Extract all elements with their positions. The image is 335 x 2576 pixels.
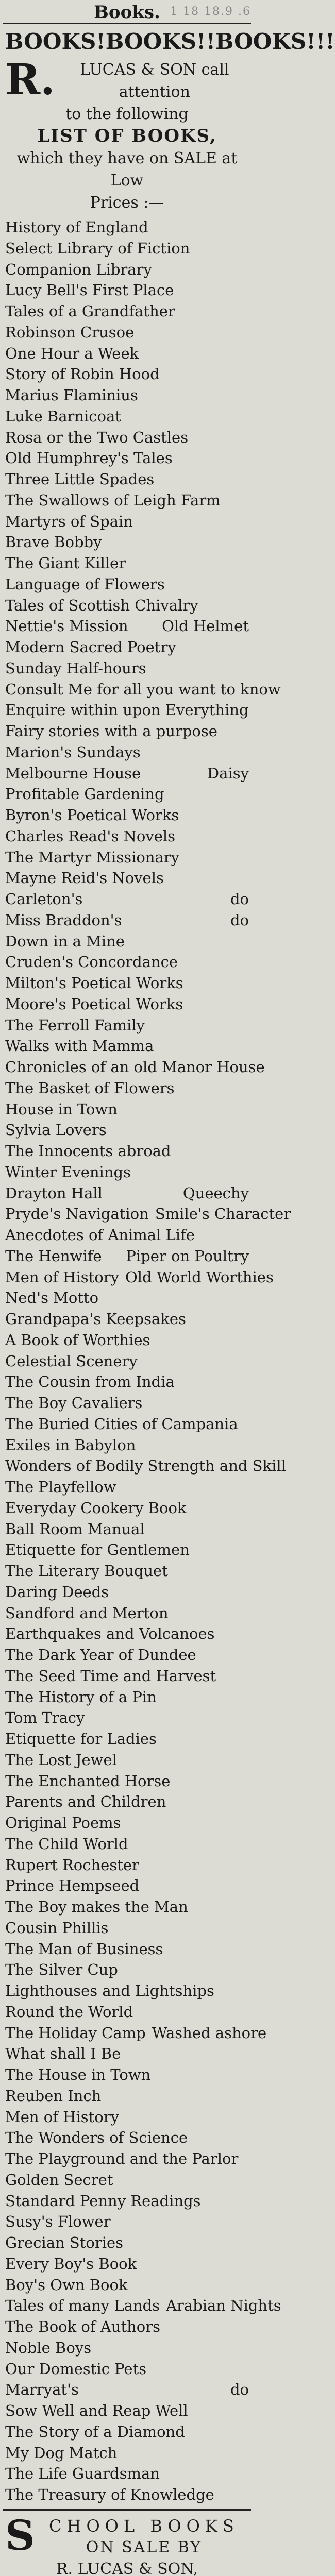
list-item [5,1246,249,1267]
list-item [5,2421,249,2443]
book-title: Language of Flowers [5,575,165,593]
list-item [5,2295,281,2316]
list-item [5,490,249,511]
book-title: Anecdotes of Animal Life [5,1226,195,1244]
list-item [5,1078,249,1099]
list-item [5,700,249,721]
list-item [5,1959,249,1980]
list-item [5,1309,249,1330]
book-title: Sunday Half-hours [5,659,146,677]
book-title: Celestial Scenery [5,1352,138,1370]
list-item [5,1834,249,1855]
list-item [5,1204,291,1225]
book-title: Original Poems [5,1814,121,1832]
book-title: Story of Robin Hood [5,365,160,383]
school-line-1: CHOOL BOOKS [49,2516,239,2536]
list-item [5,2086,249,2107]
book-title: The Martyr Missionary [5,848,180,866]
book-title: The Wonders of Science [5,2129,188,2147]
list-item [5,1645,249,1666]
book-title: Parents and Children [5,1793,166,1811]
book-title: Walks with Mamma [5,1037,154,1055]
banner-mid: BOOKS!! [105,28,215,54]
book-title: Pryde's Navigation [5,1205,149,1223]
book-title: Etiquette for Gentlemen [5,1541,190,1559]
list-item [5,1162,249,1183]
book-title: The Life Guardsman [5,2465,160,2483]
list-item [5,1414,249,1435]
book-title: Every Boy's Book [5,2255,137,2273]
list-item [5,1771,249,1792]
book-title-secondary: do [230,911,249,929]
book-title: Byron's Poetical Works [5,806,179,824]
book-title: Everyday Cookery Book [5,1499,187,1517]
book-title: The Boy Cavaliers [5,1394,143,1412]
book-title: The Book of Authors [5,2318,160,2335]
book-title: The Innocents abroad [5,1142,171,1160]
book-title: Enquire within upon Everything [5,701,249,719]
list-item [5,2337,249,2359]
book-title: The Henwife [5,1247,102,1265]
list-item [5,553,249,574]
school-books-ad [0,2511,254,2576]
list-item [5,2463,249,2484]
banner-left: BOOKS! [5,28,106,54]
list-item [5,1603,249,1624]
list-item [5,1183,249,1204]
book-title-secondary: Queechy [182,1184,249,1202]
list-item [5,1435,249,1456]
list-item [5,574,249,595]
book-title: Daring Deeds [5,1583,109,1601]
intro-paragraph [0,57,254,214]
list-item [5,259,249,280]
list-item [5,1687,249,1708]
list-item [5,2316,249,2337]
list-item [5,2043,249,2064]
book-title: The Ferroll Family [5,1016,145,1034]
list-item [5,1666,249,1687]
book-title: The Story of a Diamond [5,2422,185,2441]
book-title: What shall I Be [5,2045,121,2063]
book-title: Ned's Motto [5,1289,99,1307]
list-item [5,2443,249,2464]
list-item [5,2400,249,2421]
book-title-secondary: do [230,2381,249,2399]
list-item [5,385,249,406]
book-title: One Hour a Week [5,344,139,362]
book-title: The History of a Pin [5,1688,157,1706]
book-title: Lighthouses and Lightships [5,1982,214,1999]
list-item [5,301,249,322]
list-item [5,1519,249,1540]
list-item [5,1036,249,1057]
list-item [5,1728,249,1750]
book-title: Miss Braddon's [5,911,122,929]
list-item [5,658,249,679]
list-item [5,679,281,700]
book-title-secondary: Washed ashore [152,2024,267,2042]
book-title: Wonders of Bodily Strength and Skill [5,1457,286,1475]
list-item [5,1561,249,1582]
list-item [5,1896,249,1918]
list-item [5,931,249,952]
book-title: The Lost Jewel [5,1751,117,1769]
book-title: Tom Tracy [5,1709,85,1727]
list-item [5,1351,249,1372]
list-item [5,2148,249,2170]
list-item [5,952,249,973]
school-dropcap: S [5,2511,35,2560]
list-item [5,994,249,1015]
books-banner [0,24,335,57]
book-title: Marryat's [5,2381,79,2399]
book-title: Etiquette for Ladies [5,1730,157,1748]
list-item [5,2107,249,2128]
book-title-secondary: Daisy [207,764,249,782]
book-title: Select Library of Fiction [5,239,190,257]
list-item [5,1267,274,1288]
book-title: Prince Hempseed [5,1877,140,1895]
book-title: Carleton's [5,890,83,908]
list-item [5,343,249,364]
book-title: Moore's Poetical Works [5,995,183,1013]
list-item [5,364,249,385]
list-item [5,1099,249,1120]
book-title: House in Town [5,1100,118,1118]
book-title: Nettie's Mission [5,617,128,635]
list-item [5,1141,249,1162]
list-item [5,2191,249,2212]
list-item [5,1015,249,1036]
book-title: Companion Library [5,260,152,278]
list-item [5,805,249,826]
list-item [5,1750,249,1771]
book-title: Round the World [5,2003,133,2021]
book-title: Our Domestic Pets [5,2360,147,2378]
book-title: The Basket of Flowers [5,1079,175,1097]
book-title: Mayne Reid's Novels [5,869,164,887]
book-title: Lucy Bell's First Place [5,281,174,299]
list-item [5,1855,249,1876]
book-title: Fairy stories with a purpose [5,722,217,740]
list-item [5,721,249,742]
list-item [5,595,249,616]
book-title: Rupert Rochester [5,1856,139,1874]
book-title: Tales of many Lands [5,2297,160,2315]
section-heading: Books. [94,2,160,23]
list-item [5,2359,249,2380]
book-title: Reuben Inch [5,2087,102,2105]
book-list [0,214,291,2509]
list-item [5,448,249,469]
book-title: Sylvia Lovers [5,1121,107,1139]
list-item [5,1330,249,1351]
list-item [5,2253,249,2275]
list-item [5,1812,249,1834]
book-title: Melbourne House [5,764,141,782]
intro-line-2: to the following [65,105,189,123]
book-title: Tales of a Grandfather [5,302,175,320]
book-title: Winter Evenings [5,1163,131,1181]
list-item [5,784,249,805]
book-title: Men of History [5,2108,119,2126]
book-title-secondary: do [230,890,249,908]
book-title: The Dark Year of Dundee [5,1646,196,1664]
book-title: History of England [5,218,148,236]
list-item [5,238,249,259]
list-item [5,280,249,301]
book-title: Exiles in Babylon [5,1436,136,1454]
book-title: The Enchanted Horse [5,1772,171,1790]
list-item [5,217,249,238]
book-title: Old Humphrey's Tales [5,449,173,467]
list-item [5,322,249,343]
book-title: Martyrs of Spain [5,512,133,530]
book-title: Sandford and Merton [5,1604,169,1622]
book-title: Marion's Sundays [5,743,141,761]
book-title-secondary: Piper on Poultry [126,1247,249,1265]
book-title: Milton's Poetical Works [5,974,183,992]
list-item [5,1287,249,1309]
book-title: Modern Sacred Poetry [5,638,176,656]
book-title: Robinson Crusoe [5,323,135,341]
list-item [5,2064,249,2086]
book-title: Boy's Own Book [5,2276,128,2294]
list-item [5,2170,249,2191]
book-title: My Dog Match [5,2444,118,2462]
intro-dropcap: R. [5,55,55,105]
book-title: Down in a Mine [5,932,125,950]
book-title: The Buried Cities of Campania [5,1415,238,1433]
school-line-2: ON SALE BY [86,2538,203,2556]
book-title: The Boy makes the Man [5,1898,188,1916]
book-title: The Playfellow [5,1478,116,1496]
book-title: Marius Flaminius [5,386,138,404]
book-title: The Treasury of Knowledge [5,2486,214,2503]
list-item [5,2127,249,2148]
book-title: The Cousin from India [5,1373,175,1391]
list-item [5,1477,249,1498]
book-title: Rosa or the Two Castles [5,428,189,446]
list-item [5,2211,249,2232]
book-title: Three Little Spades [5,470,155,488]
list-item [5,2379,249,2400]
book-title: The Seed Time and Harvest [5,1667,216,1685]
book-title: The Man of Business [5,1940,163,1958]
list-item [5,511,249,532]
intro-list-heading: LIST OF BOOKS, [37,126,217,146]
list-item [5,763,249,784]
book-title: Men of History [5,1268,119,1286]
book-title: Brave Bobby [5,533,102,551]
book-title-secondary: Old World Worthies [125,1268,274,1286]
list-item [5,1582,249,1603]
list-item [5,616,249,637]
list-item [5,427,249,448]
list-item [5,1455,286,1477]
book-title: Grecian Stories [5,2234,124,2251]
book-title: Earthquakes and Volcanoes [5,1625,215,1643]
list-item [5,2275,249,2296]
book-title: Grandpapa's Keepsakes [5,1310,186,1328]
list-item [5,1371,249,1393]
book-title: Sow Well and Reap Well [5,2402,188,2419]
list-item [5,826,249,847]
book-title: The Playground and the Parlor [5,2150,239,2167]
book-title: Noble Boys [5,2338,92,2357]
list-item [5,1791,249,1812]
list-item [5,868,249,889]
list-item [5,2023,267,2044]
list-item [5,847,249,868]
intro-line-4: which they have on SALE at Low [16,149,238,190]
book-title: The Silver Cup [5,1961,118,1979]
list-item [5,1918,249,1939]
list-item [5,1057,265,1078]
book-title: Golden Secret [5,2171,113,2189]
list-item [5,1539,249,1561]
book-title: Ball Room Manual [5,1520,145,1538]
book-title-secondary: Old Helmet [162,617,249,635]
book-title: The Child World [5,1835,128,1853]
book-title: The Literary Bouquet [5,1562,168,1580]
list-item [5,469,249,490]
list-item [5,1498,249,1519]
list-item [5,2484,249,2505]
book-title: Susy's Flower [5,2213,111,2231]
list-item [5,1939,249,1960]
intro-line-5: Prices :— [90,194,164,212]
book-title: The Swallows of Leigh Farm [5,491,221,509]
list-item [5,1623,249,1645]
book-title-secondary: Arabian Nights [166,2297,281,2315]
list-item [5,889,249,910]
book-title: Standard Penny Readings [5,2192,201,2210]
banner-right: BOOKS!!! [215,28,335,54]
list-item [5,910,249,931]
list-item [5,1980,249,2002]
list-item [5,406,249,427]
book-title: The Giant Killer [5,554,126,572]
list-item [5,1120,249,1141]
list-item [5,2232,249,2253]
book-title: Tales of Scottish Chivalry [5,596,198,614]
list-item [5,2002,249,2023]
book-title-secondary: Smile's Character [155,1205,291,1223]
book-title: Cousin Phillis [5,1919,109,1937]
intro-line-1: LUCAS & SON call attention [80,61,229,101]
book-title: Drayton Hall [5,1184,103,1202]
book-title: Cruden's Concordance [5,953,178,971]
list-item [5,973,249,994]
list-item [5,637,249,658]
list-item [5,1393,249,1414]
book-title: Consult Me for all you want to know [5,680,281,698]
book-title: A Book of Worthies [5,1331,150,1349]
date-stamp: 1 18 18.9 .6 [170,5,251,18]
school-line-3: R. LUCAS & SON, [56,2560,198,2576]
list-item [5,742,249,763]
book-title: The Holiday Camp [5,2024,146,2042]
list-item [5,1875,249,1896]
book-title: Charles Read's Novels [5,827,176,845]
book-title: Luke Barnicoat [5,407,121,425]
list-item [5,1225,249,1246]
book-title: Profitable Gardening [5,785,164,803]
book-title: Chronicles of an old Manor House [5,1058,265,1076]
book-title: The House in Town [5,2066,151,2083]
list-item [5,1707,249,1728]
list-item [5,532,249,553]
